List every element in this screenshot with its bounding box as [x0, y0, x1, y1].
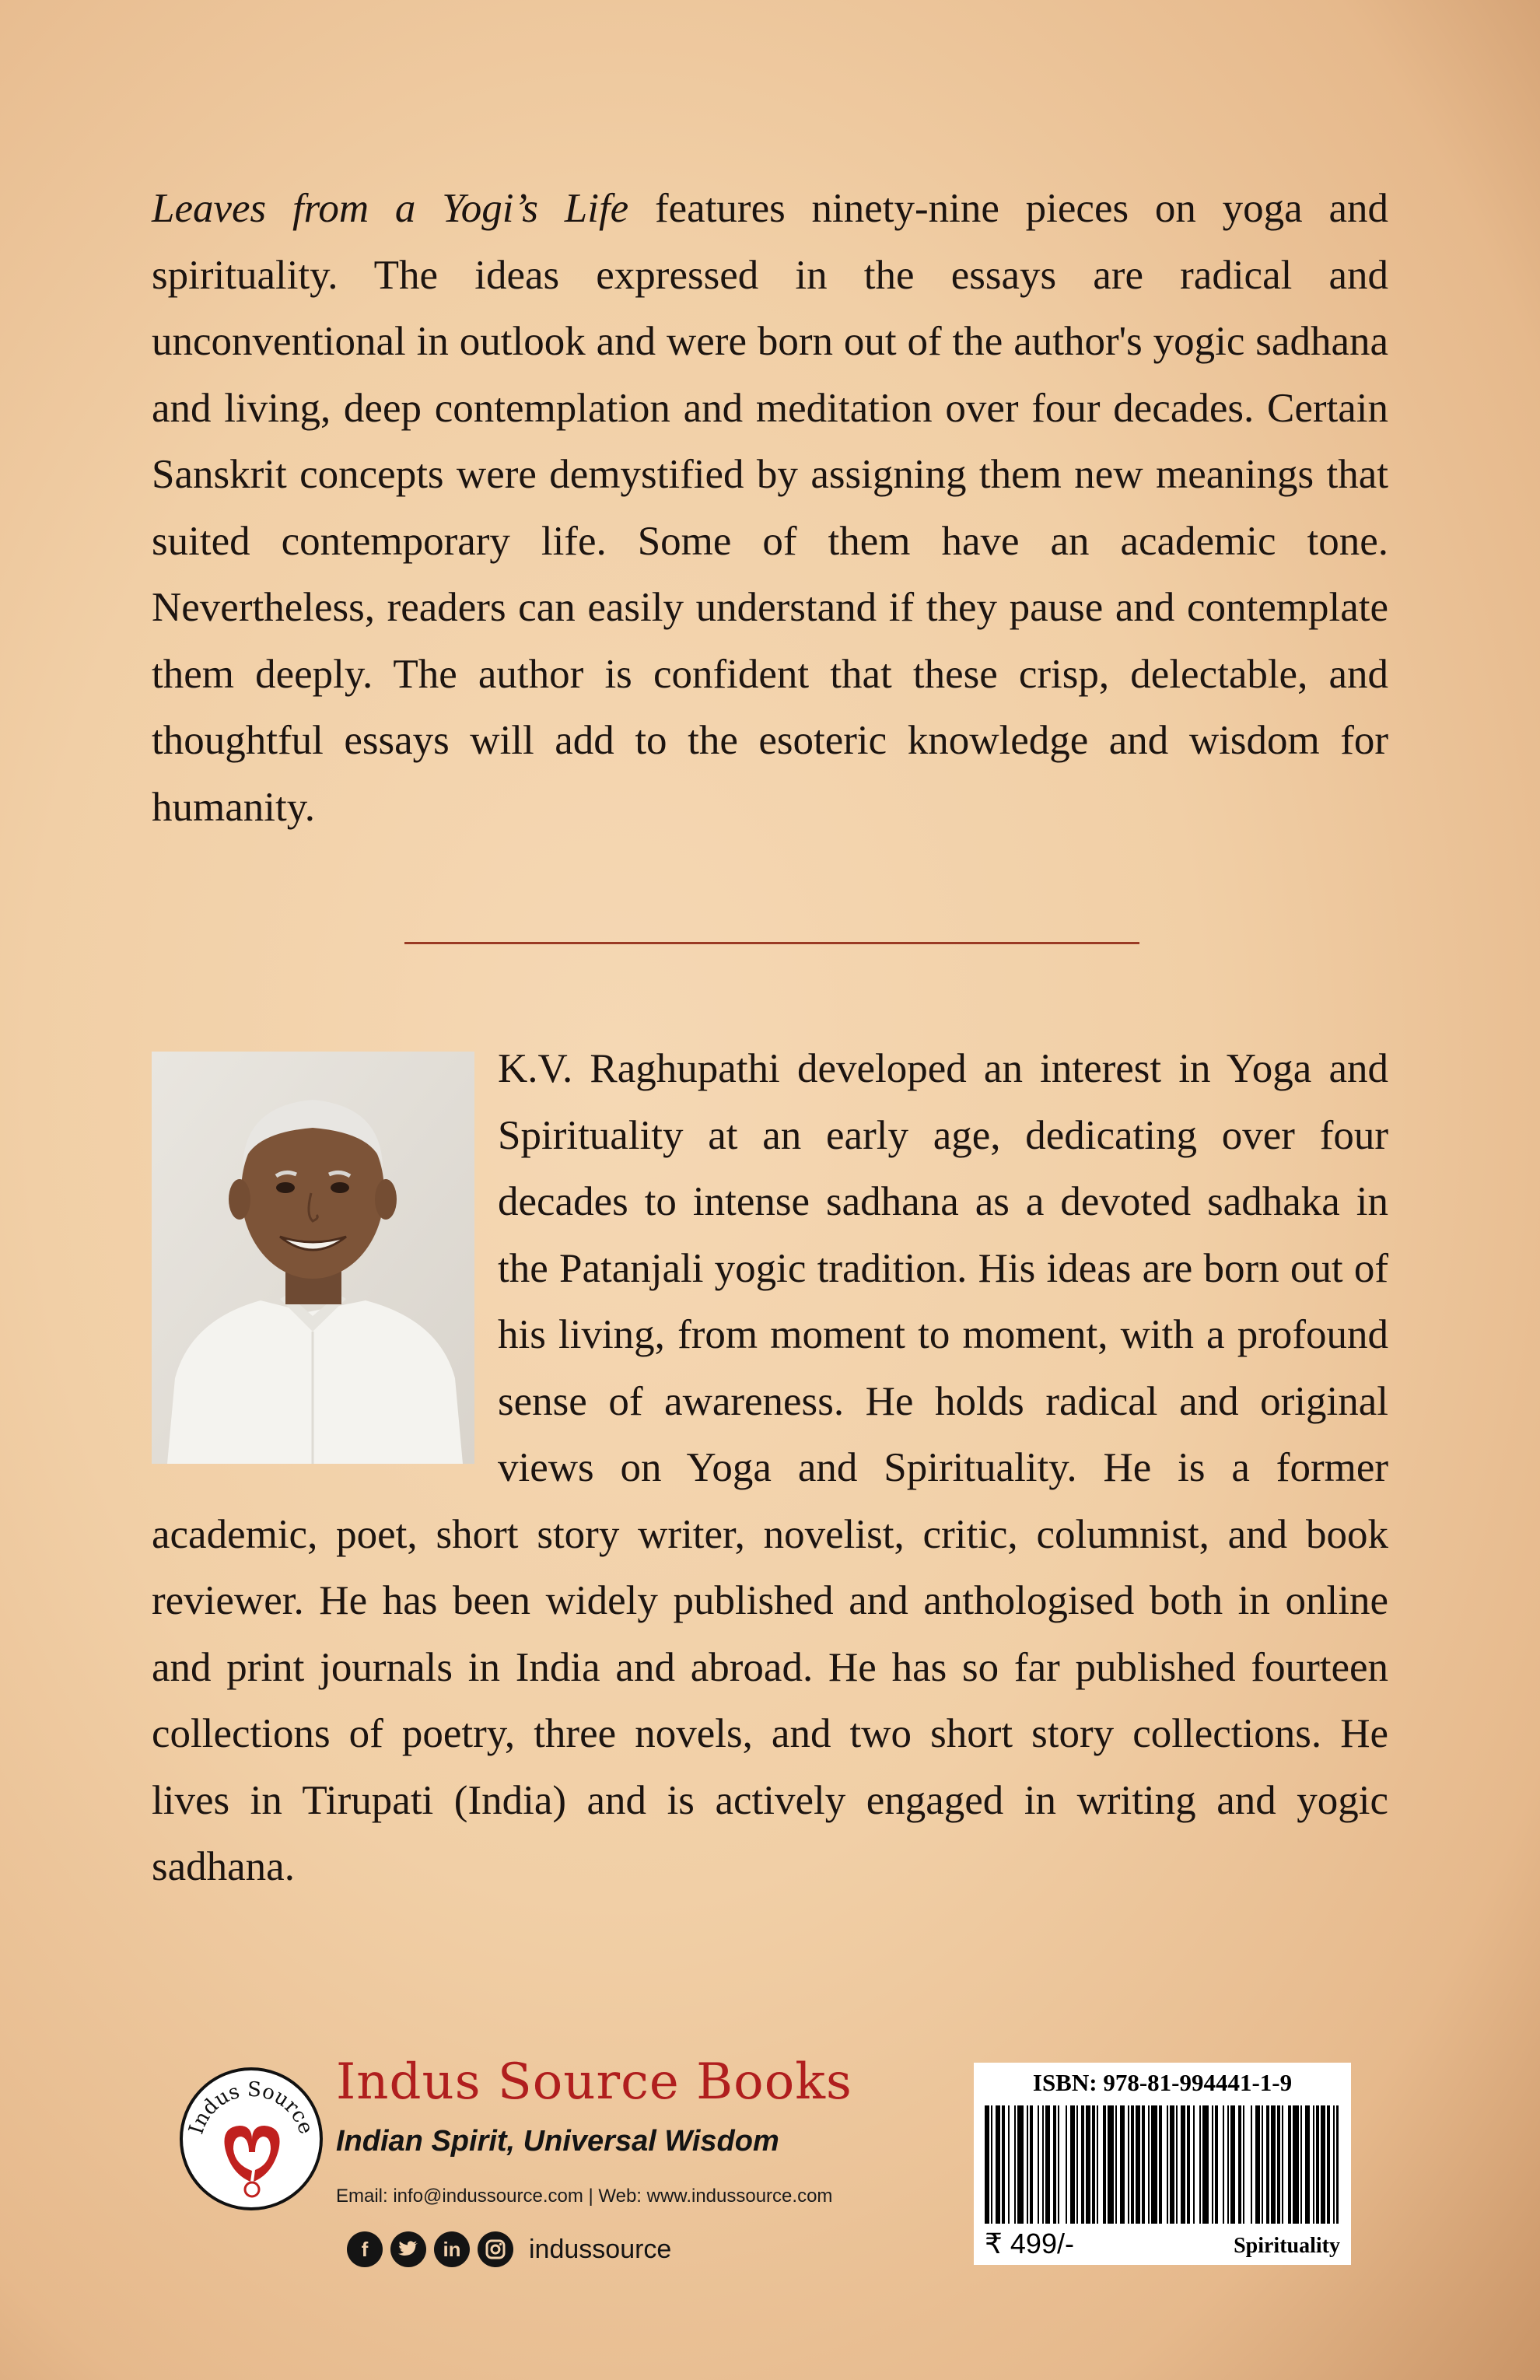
publisher-name: Indus Source Books	[336, 2053, 852, 2111]
book-price: ₹ 499/-	[985, 2228, 1074, 2259]
linkedin-icon[interactable]: in	[434, 2231, 470, 2267]
author-bio-text: K.V. Raghupathi developed an interest in Yoga and Spirituality at an early age, dedicating over four decades to intense sadhana as a devoted sadhaka in the Patanjali yogic tradition. His ideas are born out of his living, from moment to moment, with a profound sense of awareness. He holds radical and original views on Yoga and Spirituality. He is a former academic, poet, short story writer, novelist, critic, columnist, and book reviewer. He has been widely published and anthologised both in online and print journals in India and abroad. He has so far published fourteen collections of poetry, three novels, and two short story collections. He lives in Tirupati (India) and is actively engaged in writing and yogic sadhana.	[152, 1046, 1388, 1889]
section-divider	[404, 942, 1139, 944]
barcode-box	[974, 2063, 1351, 2265]
publisher-contact: Email: info@indussource.com | Web: www.indussource.com	[336, 2186, 833, 2207]
social-handle: indussource	[529, 2234, 672, 2264]
twitter-icon[interactable]	[390, 2231, 426, 2267]
barcode-bars	[985, 2105, 1339, 2224]
book-title: Leaves from a Yogi’s Life	[152, 186, 629, 231]
social-links	[347, 2231, 671, 2267]
isbn-number: ISBN: 978-81-994441-1-9	[1032, 2069, 1293, 2096]
publisher-logo	[177, 2065, 325, 2213]
publisher-tagline: Indian Spirit, Universal Wisdom	[336, 2125, 779, 2158]
back-cover-blurb	[152, 176, 1388, 841]
photo-float-spacer	[152, 1036, 498, 1475]
blurb-text: features ninety-nine pieces on yoga and spirituality. The ideas expressed in the essays are radical and unconventional in outlook and were born out of the author's yogic sadhana and living, deep contemplation and meditation over four decades. Certain Sanskrit concepts were demystified by assigning them new meanings that suited contemporary life. Some of them have an academic tone. Nevertheless, readers can easily understand if they pause and contemplate them deeply. The author is confident that these crisp, delectable, and thoughtful essays will add to the esoteric knowledge and wisdom for humanity.	[152, 186, 1388, 830]
logo-arc-text: Indus Source	[184, 2077, 318, 2137]
author-bio	[152, 1036, 1388, 1901]
instagram-icon[interactable]	[478, 2231, 513, 2267]
facebook-icon[interactable]: f	[347, 2231, 383, 2267]
book-category: Spirituality	[1234, 2234, 1340, 2258]
